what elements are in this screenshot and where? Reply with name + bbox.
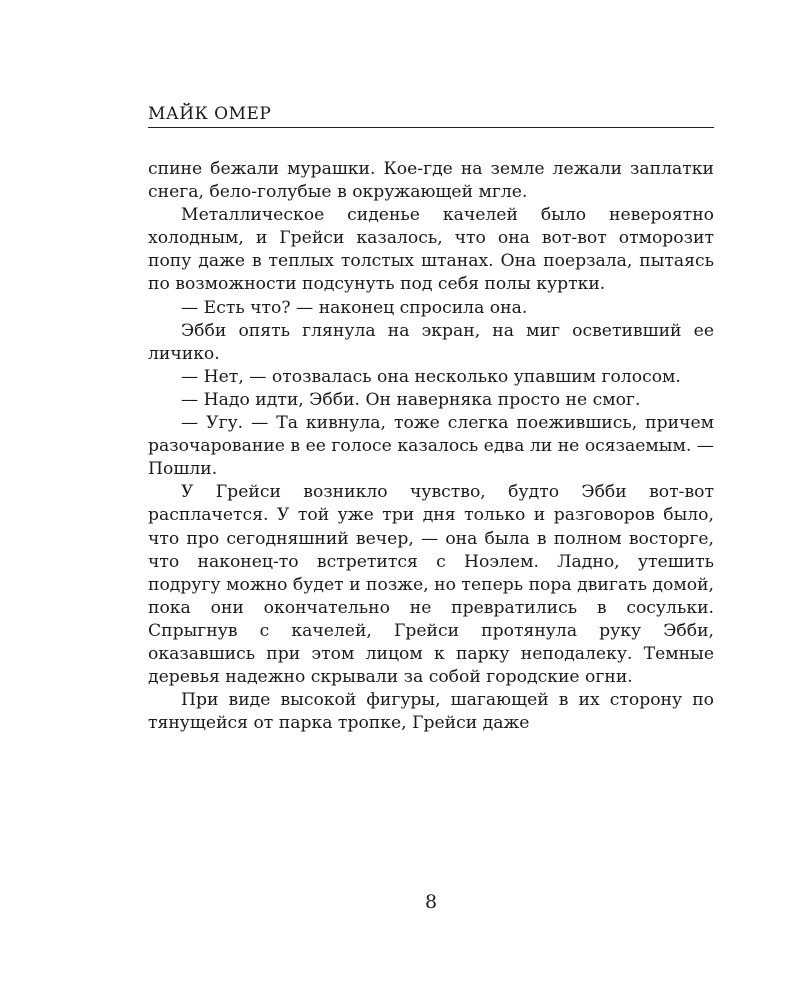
dialogue-paragraph: — Есть что? — наконец спросила она. bbox=[181, 297, 528, 318]
paragraph: спине бежали мурашки. Кое-где на земле лежали заплатки снега, бело-голубые в окружающей мгле. bbox=[148, 159, 714, 203]
page-number: 8 bbox=[424, 891, 438, 913]
dialogue-paragraph: — Нет, — отозвалась она несколько упавшим голосом. bbox=[181, 366, 681, 387]
paragraph: При виде высокой фигуры, шагающей в их сторону по тянущейся от парка тропке, Грейси даже bbox=[148, 690, 714, 734]
dialogue-paragraph: — Надо идти, Эбби. Он наверняка просто не смог. bbox=[181, 389, 641, 410]
dialogue-paragraph: — Угу. — Та кивнула, тоже слегка поежившись, причем разочарование в ее голосе казалось едва ли не осязаемым. — Пошли. bbox=[148, 413, 714, 480]
paragraph: Металлическое сиденье качелей было невероятно холодным, и Грейси казалось, что она вот-вот отморозит попу даже в теплых толстых штанах. Она поерзала, пытаясь по возможности подсунуть под себя полы куртки. bbox=[148, 205, 714, 295]
paragraph: Эбби опять глянула на экран, на миг осветивший ее личико. bbox=[148, 320, 714, 364]
body-text bbox=[148, 158, 714, 735]
running-head-author: МАЙК ОМЕР bbox=[148, 104, 714, 128]
paragraph: У Грейси возникло чувство, будто Эбби вот-вот расплачется. У той уже три дня только и разговоров было, что про сегодняшний вечер, — она была в полном восторге, что наконец-то встретится с Ноэлем. Ладно, утешить подругу можно будет и позже, но теперь пора двигать домой, пока они окончательно не превратились в сосульки. Спрыгнув с качелей, Грейси протянула руку Эбби, оказавшись при этом лицом к парку неподалеку. Темные деревья надежно скрывали за собой городские огни. bbox=[148, 482, 714, 688]
